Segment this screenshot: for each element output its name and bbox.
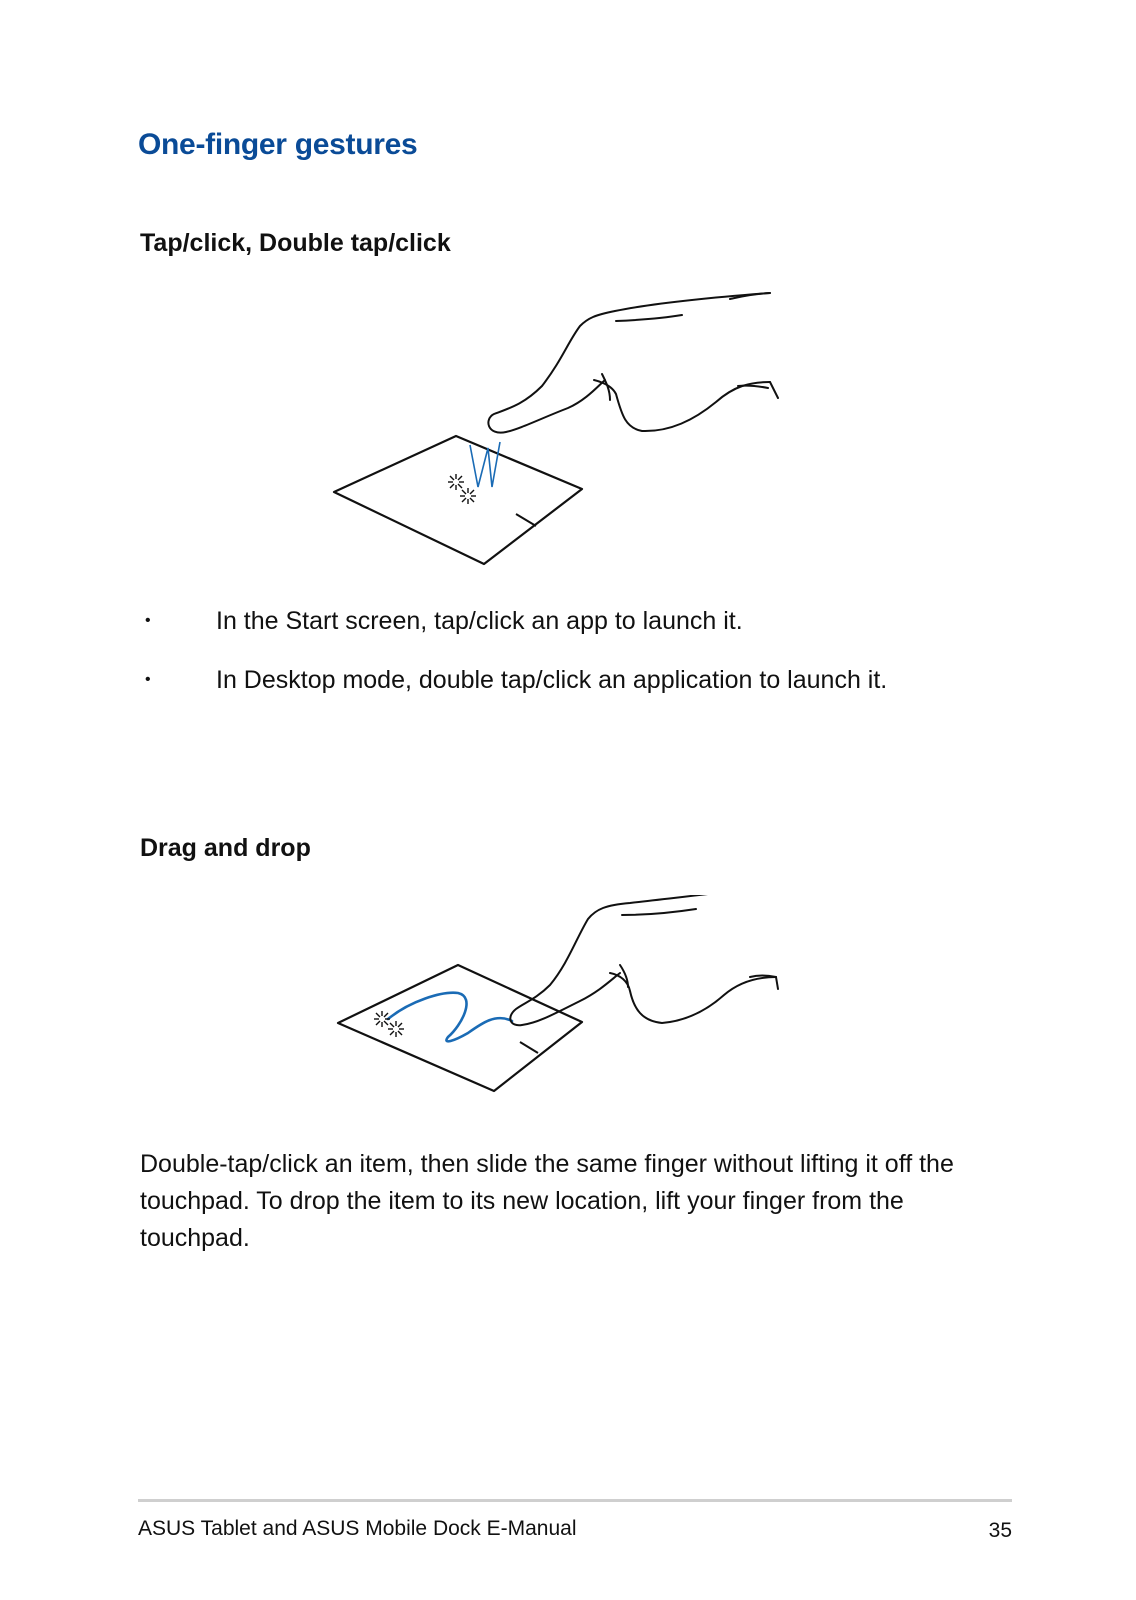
list-item-text: In the Start screen, tap/click an app to launch it. [216, 607, 743, 635]
bullet-icon: • [145, 671, 151, 688]
page-title: One-finger gestures [138, 128, 418, 161]
drag-description: Double-tap/click an item, then slide the same finger without lifting it off the touchpad. To drop the item to its new location, lift your finger from the touchpad. [140, 1150, 954, 1252]
footer-divider [138, 1499, 1012, 1502]
footer-document-title: ASUS Tablet and ASUS Mobile Dock E-Manual [138, 1517, 577, 1540]
touchpad-shape [338, 965, 582, 1091]
page-number: 35 [988, 1519, 1012, 1542]
list-item-text: In Desktop mode, double tap/click an application to launch it. [216, 666, 888, 694]
bullet-icon: • [145, 612, 151, 629]
tap-bullet-list [140, 606, 1040, 724]
touchpad-shape [334, 436, 582, 564]
list-item [140, 606, 1040, 636]
drag-gesture-illustration [330, 895, 810, 1135]
tap-gesture-illustration [330, 290, 810, 590]
hand-icon [510, 895, 778, 1025]
list-item [140, 665, 1040, 695]
hand-icon [488, 293, 778, 433]
tap-section-heading: Tap/click, Double tap/click [140, 229, 451, 257]
drag-section-heading: Drag and drop [140, 834, 311, 862]
